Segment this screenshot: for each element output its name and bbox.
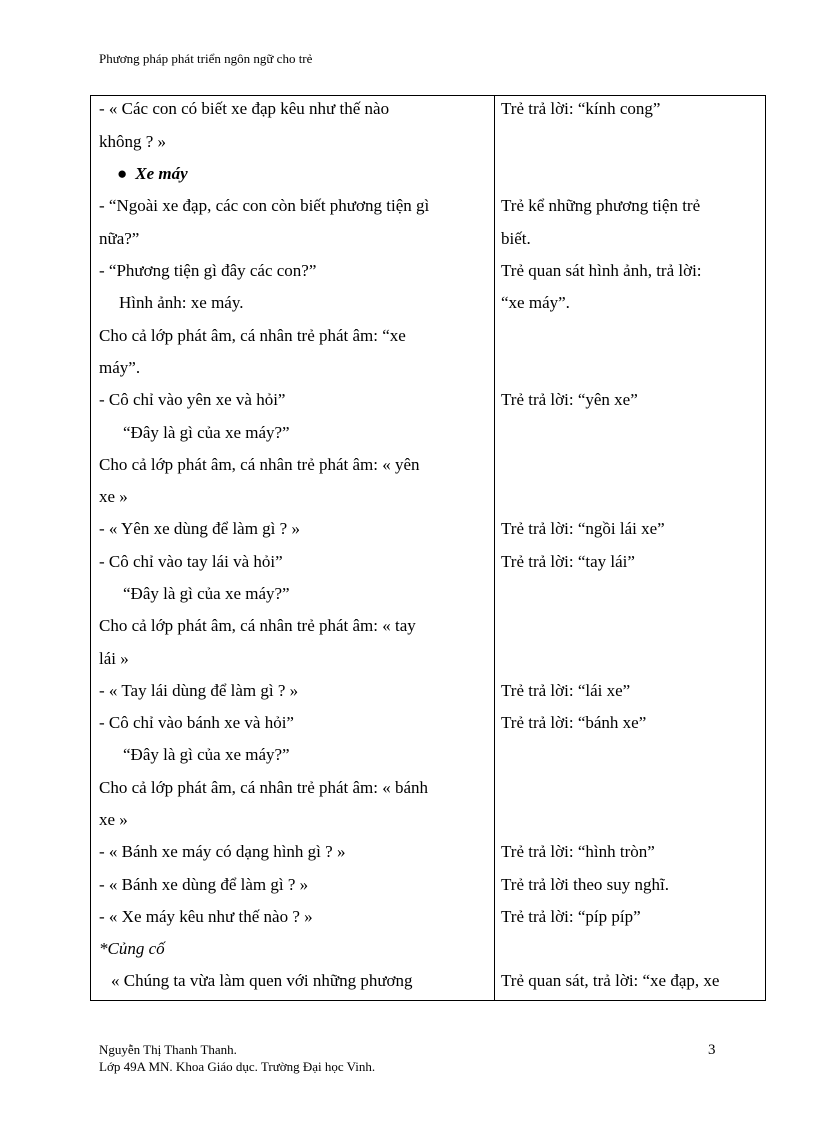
left-line: - « Xe máy kêu như thế nào ? » [99,907,313,926]
left-line: - « Bánh xe dùng để làm gì ? » [99,875,309,894]
right-line: Trẻ kể những phương tiện trẻ [501,196,701,215]
left-line: - « Tay lái dùng để làm gì ? » [99,681,299,700]
left-line: “Đây là gì của xe máy?” [123,584,290,603]
left-line: - « Yên xe dùng để làm gì ? » [99,519,300,538]
right-line: “xe máy”. [501,293,570,312]
left-line: Cho cả lớp phát âm, cá nhân trẻ phát âm: “xe [99,326,406,345]
page-number: 3 [708,1042,716,1058]
left-line: máy”. [99,358,141,377]
left-line: nữa?” [99,229,140,248]
left-line: xe » [99,487,128,506]
section-heading-cung-co: *Củng cố [99,939,165,958]
footer-class-info: Lớp 49A MN. Khoa Giáo dục. Trường Đại học Vinh. [99,1059,376,1074]
left-line: - Cô chỉ vào bánh xe và hỏi” [99,713,294,732]
right-line: Trẻ quan sát, trả lời: “xe đạp, xe [501,971,720,990]
right-line: Trẻ trả lời: “píp píp” [501,907,641,926]
right-line: Trẻ trả lời: “bánh xe” [501,713,647,732]
lesson-table [90,95,766,1001]
left-line: - “Ngoài xe đạp, các con còn biết phương tiện gì [99,196,430,215]
left-line: - Cô chỉ vào yên xe và hỏi” [99,390,286,409]
left-line: lái » [99,649,129,668]
left-line: “Đây là gì của xe máy?” [123,745,290,764]
left-line: - « Bánh xe máy có dạng hình gì ? » [99,842,346,861]
bullet-icon: ● [117,164,128,183]
right-line: Trẻ trả lời: “hình tròn” [501,842,655,861]
left-line: - Cô chỉ vào tay lái và hỏi” [99,552,283,571]
right-line: Trẻ trả lời: “ngồi lái xe” [501,519,665,538]
footer-author: Nguyễn Thị Thanh Thanh. [99,1042,237,1057]
left-line: không ? » [99,132,167,151]
right-line: Trẻ quan sát hình ảnh, trả lời: [501,261,702,280]
section-heading-xe-may: ● Xe máy [117,164,188,183]
right-line: Trẻ trả lời theo suy nghĩ. [501,875,669,894]
left-line: - “Phương tiện gì đây các con?” [99,261,317,280]
left-line: « Chúng ta vừa làm quen với những phương [111,971,413,990]
left-line: xe » [99,810,128,829]
right-line: Trẻ trả lời: “kính cong” [501,99,661,118]
left-line: Cho cả lớp phát âm, cá nhân trẻ phát âm: « tay [99,616,416,635]
left-line: Hình ảnh: xe máy. [119,293,244,312]
right-line: Trẻ trả lời: “lái xe” [501,681,631,700]
column-divider [494,96,495,1000]
left-line: “Đây là gì của xe máy?” [123,423,290,442]
left-line: - « Các con có biết xe đạp kêu như thế nào [99,99,390,118]
page-header-title: Phương pháp phát triển ngôn ngữ cho trẻ [99,51,313,66]
right-line: Trẻ trả lời: “tay lái” [501,552,635,571]
right-line: biết. [501,229,531,248]
left-line: Cho cả lớp phát âm, cá nhân trẻ phát âm: « bánh [99,778,429,797]
left-line: Cho cả lớp phát âm, cá nhân trẻ phát âm: « yên [99,455,420,474]
right-line: Trẻ trả lời: “yên xe” [501,390,638,409]
